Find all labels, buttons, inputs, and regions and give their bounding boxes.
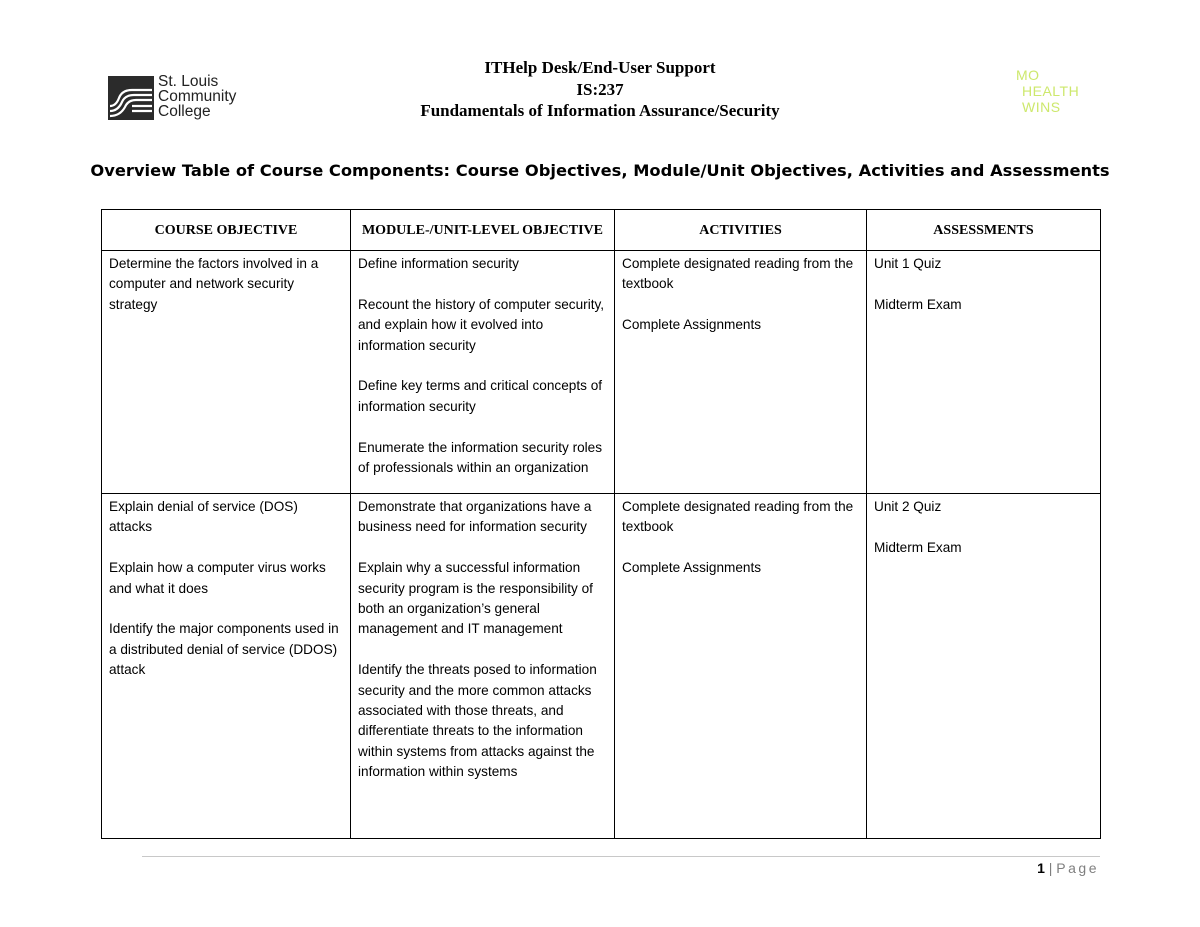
cell-item: Complete designated reading from the textbook — [622, 499, 854, 535]
assessments-cell — [867, 494, 1101, 839]
cell-item: Complete Assignments — [622, 317, 762, 333]
page-title: Overview Table of Course Components: Course Objectives, Module/Unit Objectives, Activities and Assessments — [90, 161, 1110, 180]
course-code: IS:237 — [576, 79, 624, 99]
column-header: ACTIVITIES — [615, 210, 867, 251]
activities-cell — [615, 251, 867, 494]
course-objective-cell — [102, 494, 351, 839]
assessments-cell — [867, 251, 1101, 494]
page-footer — [1037, 859, 1099, 877]
cell-item: Midterm Exam — [874, 539, 962, 555]
cell-item: Unit 1 Quiz — [874, 256, 942, 271]
cell-item: Complete Assignments — [622, 560, 762, 576]
page-label: Page — [1056, 860, 1099, 876]
cell-item: Enumerate the information security roles of professionals within an organization — [358, 439, 603, 476]
column-header: COURSE OBJECTIVE — [102, 210, 351, 251]
cell-item: Unit 2 Quiz — [874, 499, 942, 514]
module-objective-cell — [351, 251, 615, 494]
page-number: 1 — [1037, 860, 1045, 876]
logo-text-line: MO — [1016, 67, 1040, 83]
module-objective-cell — [351, 494, 615, 839]
mo-health-wins-logo — [1012, 68, 1078, 122]
cell-item: Identify the threats posed to information security and the more common attacks associated with those threats, and differentiate threats to the information within systems from attacks against the information within systems — [358, 662, 597, 780]
cell-item: Define information security — [358, 256, 519, 271]
cell-item: Explain denial of service (DOS) attacks — [109, 499, 298, 535]
cell-item: Demonstrate that organizations have a business need for information security — [358, 499, 592, 535]
column-header: ASSESSMENTS — [867, 210, 1101, 251]
table-row — [102, 251, 1101, 494]
cell-item: Identify the major components used in a distributed denial of service (DDOS) attack — [109, 621, 339, 678]
cell-item: Recount the history of computer security, and explain how it evolved into information security — [358, 296, 605, 353]
college-name-line: Community — [158, 88, 237, 105]
course-objective-cell — [102, 251, 351, 494]
table-header-row — [102, 210, 1101, 251]
column-header: MODULE-/UNIT-LEVEL OBJECTIVE — [351, 210, 615, 251]
course-components-table — [101, 209, 1101, 839]
footer-divider — [142, 856, 1100, 857]
cell-item: Define key terms and critical concepts of information security — [358, 378, 603, 414]
cell-item: Explain how a computer virus works and what it does — [109, 560, 326, 596]
activities-cell — [615, 494, 867, 839]
logo-text-line: HEALTH — [1022, 83, 1080, 99]
cell-item: Explain why a successful information security program is the responsibility of both an organization’s general management and IT management — [358, 560, 593, 637]
cell-item: Midterm Exam — [874, 296, 962, 312]
college-name-line: St. Louis — [158, 73, 219, 90]
college-name-line: College — [158, 103, 211, 120]
cell-item: Determine the factors involved in a computer and network security strategy — [109, 256, 319, 312]
course-subtitle: Fundamentals of Information Assurance/Security — [420, 101, 780, 120]
cell-item: Complete designated reading from the textbook — [622, 256, 854, 292]
logo-text-line: WINS — [1022, 99, 1061, 115]
table-row — [102, 494, 1101, 839]
footer-separator: | — [1048, 860, 1053, 876]
course-title: ITHelp Desk/End-User Support — [484, 58, 716, 77]
